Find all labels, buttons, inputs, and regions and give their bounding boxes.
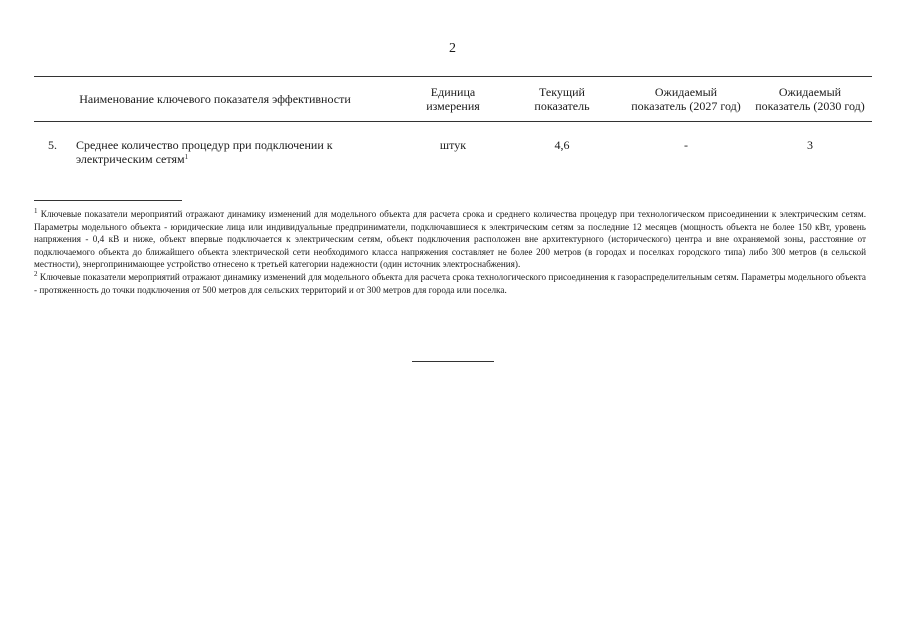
header-indicator-name: Наименование ключевого показателя эффективности: [79, 92, 351, 106]
row-number: 5.: [48, 138, 57, 152]
indicator-name-cell: [76, 138, 366, 166]
unit-cell: штук: [439, 138, 467, 152]
footnote-1-text: Ключевые показатели мероприятий отражают динамику изменений для модельного объекта для расчета срока и среднего количества процедур при технологическом присоединении к электрическим сетям. Параметры модельного объекта - юридические лица или индивидуальные предприниматели, подключавшиеся к электрическим сетям за последние 12 месяцев (мощность объекта не более 150 кВт, уровень напряжения - 0,4 кВ и ниже, объект впервые подключается к электрическим сетям, объект подключения расположен вне архитектурного (исторического) центра и вне охраняемой зоны, расстояние от подключаемого объекта до ближайшего объекта электрической сети необходимого класса напряжения составляет не более 200 метров (в городах и поселках городского типа) либо 300 метров (в сельской местности), энергопринимающее устройство отнесено к третьей категории надежности (один источник электроснабжения).: [34, 209, 866, 270]
end-of-document-rule: [412, 361, 494, 362]
header-expected-2027: Ожидаемый показатель (2027 год): [631, 85, 741, 113]
footnote-2-text: Ключевые показатели мероприятий отражают динамику изменений для модельного объекта для расчета срока технологического присоединения к газораспределительным сетям. Параметры модельного объекта - протяженность до точки подключения от 500 метров для сельских территорий и от 300 метров для города или поселка.: [34, 271, 866, 295]
footnote-2: [34, 271, 866, 296]
footnote-1: [34, 208, 866, 271]
expected-2030-cell: 3: [807, 138, 813, 152]
header-unit: Единица измерения: [426, 85, 480, 113]
current-value-cell: 4,6: [554, 138, 570, 152]
footnotes: [34, 208, 866, 296]
footnote-ref-1: 1: [184, 153, 189, 161]
expected-2027-cell: -: [684, 138, 688, 152]
header-expected-2030: Ожидаемый показатель (2030 год): [755, 85, 865, 113]
footnote-2-mark: 2: [34, 269, 38, 278]
footnote-1-mark: 1: [34, 207, 38, 215]
table-header-rule: [34, 121, 872, 122]
footnote-separator: [34, 200, 182, 201]
indicator-name: Среднее количество процедур при подключении к электрическим сетям: [76, 138, 333, 166]
header-current-value: Текущий показатель: [534, 85, 590, 113]
page-number: 2: [449, 41, 456, 56]
